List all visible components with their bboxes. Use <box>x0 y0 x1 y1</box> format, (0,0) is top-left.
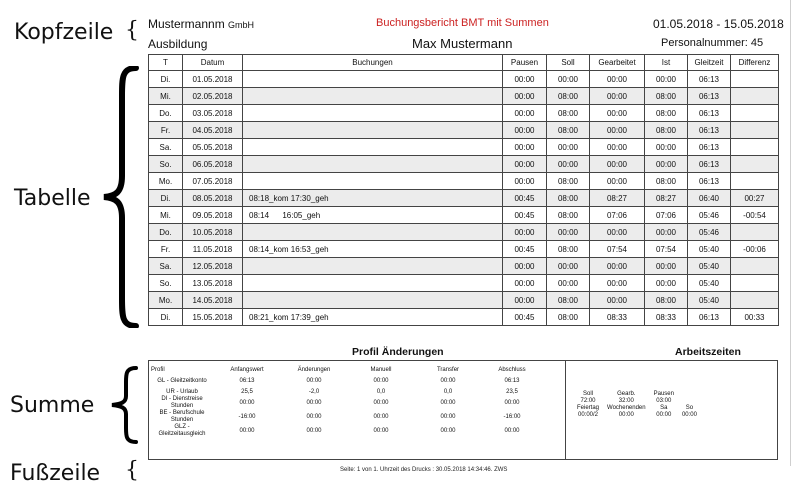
cell-datum: 03.05.2018 <box>183 105 243 122</box>
cell-differenz <box>731 122 779 139</box>
cell-datum: 14.05.2018 <box>183 292 243 309</box>
cell-pausen: 00:00 <box>503 139 547 156</box>
cell-gearbeitet: 00:00 <box>590 105 645 122</box>
table-row <box>149 71 779 88</box>
az-value: 00:00 <box>618 412 634 418</box>
cell-differenz: -00:54 <box>731 207 779 224</box>
footer-text: Seite: 1 von 1. Uhrzeit des Drucks : 30.05.2018 14:34:46. ZWS <box>340 467 508 473</box>
cell-gleitzeit: 05:46 <box>688 207 731 224</box>
table-row <box>149 309 779 326</box>
cell-buchungen <box>243 71 503 88</box>
profil-value: 0,0 <box>376 388 386 395</box>
cell-gearbeitet: 00:00 <box>590 88 645 105</box>
cell-soll: 00:00 <box>547 258 590 275</box>
cell-t: So. <box>149 156 183 173</box>
az-label: Pausen <box>653 391 674 397</box>
profil-value: 06:13 <box>239 377 255 384</box>
cell-ist: 00:00 <box>645 71 688 88</box>
cell-datum: 04.05.2018 <box>183 122 243 139</box>
col-header-soll: Soll <box>547 55 590 71</box>
profil-col-aenderungen: Änderungen <box>297 367 331 373</box>
cell-gleitzeit: 05:40 <box>688 258 731 275</box>
cell-gearbeitet: 00:00 <box>590 173 645 190</box>
cell-t: Mi. <box>149 207 183 224</box>
cell-soll: 00:00 <box>547 71 590 88</box>
company-name-text: Mustermannm <box>148 17 225 31</box>
profil-value: 00:00 <box>373 427 389 434</box>
cell-ist: 00:00 <box>645 224 688 241</box>
profil-value: 00:00 <box>373 413 389 420</box>
cell-ist: 07:54 <box>645 241 688 258</box>
col-header-gleitzeit: Gleitzeit <box>688 55 731 71</box>
profil-value: 00:00 <box>504 427 520 434</box>
cell-soll: 08:00 <box>547 122 590 139</box>
cell-buchungen: 08:14 16:05_geh <box>243 207 503 224</box>
cell-gearbeitet: 08:33 <box>590 309 645 326</box>
cell-differenz <box>731 139 779 156</box>
annotation-tabelle: Tabelle <box>14 186 91 211</box>
profil-name: UR - Urlaub <box>166 388 198 395</box>
table-row <box>149 173 779 190</box>
profil-name: DI - Dienstreise Stunden <box>161 396 203 409</box>
profil-row <box>151 424 543 438</box>
profil-value: 00:00 <box>306 399 322 406</box>
cell-datum: 09.05.2018 <box>183 207 243 224</box>
summary-divider <box>565 361 566 459</box>
cell-gleitzeit: 05:40 <box>688 275 731 292</box>
cell-pausen: 00:00 <box>503 105 547 122</box>
table-row <box>149 275 779 292</box>
az-value: 32:00 <box>618 398 634 404</box>
cell-differenz <box>731 88 779 105</box>
profil-title: Profil Änderungen <box>352 346 444 358</box>
cell-pausen: 00:00 <box>503 275 547 292</box>
az-row1-values <box>573 398 701 405</box>
cell-differenz: 00:27 <box>731 190 779 207</box>
cell-gearbeitet: 08:27 <box>590 190 645 207</box>
cell-ist: 08:00 <box>645 105 688 122</box>
cell-pausen: 00:00 <box>503 88 547 105</box>
table-row <box>149 224 779 241</box>
cell-ist: 08:33 <box>645 309 688 326</box>
employee-name: Max Mustermann <box>412 36 513 51</box>
cell-buchungen <box>243 275 503 292</box>
cell-datum: 08.05.2018 <box>183 190 243 207</box>
profil-value: 00:00 <box>306 413 322 420</box>
cell-buchungen: 08:21_kom 17:39_geh <box>243 309 503 326</box>
cell-soll: 08:00 <box>547 207 590 224</box>
az-value: 72:00 <box>580 398 596 404</box>
cell-pausen: 00:00 <box>503 173 547 190</box>
cell-soll: 00:00 <box>547 275 590 292</box>
profil-value: 25,5 <box>241 388 253 395</box>
cell-datum: 05.05.2018 <box>183 139 243 156</box>
cell-buchungen <box>243 105 503 122</box>
cell-differenz <box>731 292 779 309</box>
table-row <box>149 88 779 105</box>
cell-t: Di. <box>149 71 183 88</box>
cell-gearbeitet: 07:54 <box>590 241 645 258</box>
cell-ist: 00:00 <box>645 156 688 173</box>
brace-summe <box>102 366 142 444</box>
cell-datum: 01.05.2018 <box>183 71 243 88</box>
table-row <box>149 139 779 156</box>
cell-datum: 13.05.2018 <box>183 275 243 292</box>
cell-differenz <box>731 173 779 190</box>
cell-gleitzeit: 06:13 <box>688 105 731 122</box>
cell-gleitzeit: 06:13 <box>688 156 731 173</box>
az-row2-values <box>573 412 701 419</box>
col-header-buchungen: Buchungen <box>243 55 503 71</box>
department: Ausbildung <box>148 37 208 51</box>
cell-ist: 08:00 <box>645 88 688 105</box>
cell-differenz <box>731 275 779 292</box>
summary-box <box>148 360 778 460</box>
cell-gearbeitet: 00:00 <box>590 122 645 139</box>
cell-soll: 00:00 <box>547 139 590 156</box>
cell-pausen: 00:00 <box>503 71 547 88</box>
cell-t: Mo. <box>149 173 183 190</box>
az-value: 00:00/2 <box>577 412 599 418</box>
cell-ist: 00:00 <box>645 258 688 275</box>
profil-row <box>151 374 543 388</box>
brace-fusszeile: { <box>125 458 139 483</box>
cell-pausen: 00:45 <box>503 207 547 224</box>
cell-ist: 00:00 <box>645 275 688 292</box>
annotation-fusszeile: Fußzeile <box>10 461 101 486</box>
cell-gearbeitet: 00:00 <box>590 139 645 156</box>
cell-gearbeitet: 07:06 <box>590 207 645 224</box>
profil-name: GLZ - Gleitzeitausgleich <box>158 424 206 437</box>
cell-datum: 10.05.2018 <box>183 224 243 241</box>
col-header-t: T <box>149 55 183 71</box>
table-row <box>149 207 779 224</box>
cell-differenz <box>731 258 779 275</box>
page-edge <box>790 0 791 466</box>
cell-t: Fr. <box>149 122 183 139</box>
company-name <box>148 17 254 31</box>
profil-value: 00:00 <box>504 399 520 406</box>
cell-datum: 02.05.2018 <box>183 88 243 105</box>
cell-datum: 06.05.2018 <box>183 156 243 173</box>
cell-pausen: 00:45 <box>503 190 547 207</box>
cell-gleitzeit: 06:13 <box>688 173 731 190</box>
cell-datum: 15.05.2018 <box>183 309 243 326</box>
profil-value: -2,0 <box>308 388 320 395</box>
profil-value: 0,0 <box>443 388 453 395</box>
cell-buchungen: 08:18_kom 17:30_geh <box>243 190 503 207</box>
cell-ist: 08:00 <box>645 122 688 139</box>
profil-value: 00:00 <box>440 413 456 420</box>
cell-t: Di. <box>149 309 183 326</box>
cell-buchungen: 08:14_kom 16:53_geh <box>243 241 503 258</box>
table-header-row <box>149 55 779 71</box>
cell-soll: 08:00 <box>547 173 590 190</box>
profil-value: 00:00 <box>440 427 456 434</box>
table-row <box>149 122 779 139</box>
annotation-kopfzeile: Kopfzeile <box>14 20 114 45</box>
cell-buchungen <box>243 139 503 156</box>
col-header-pausen: Pausen <box>503 55 547 71</box>
az-value: 00:00 <box>681 412 697 418</box>
cell-soll: 08:00 <box>547 190 590 207</box>
az-label: Feiertag <box>577 405 600 411</box>
cell-differenz <box>731 71 779 88</box>
profil-value: 00:00 <box>306 427 322 434</box>
cell-gleitzeit: 06:13 <box>688 139 731 156</box>
cell-buchungen <box>243 122 503 139</box>
az-label: Sa <box>660 405 668 411</box>
az-label: Wochenenden <box>607 405 646 411</box>
profil-row <box>151 396 543 410</box>
cell-t: So. <box>149 275 183 292</box>
col-header-differenz: Differenz <box>731 55 779 71</box>
profil-row <box>151 410 543 424</box>
profil-value: 00:00 <box>239 399 255 406</box>
cell-gearbeitet: 00:00 <box>590 292 645 309</box>
profil-col-profil: Profil <box>151 367 165 373</box>
cell-gleitzeit: 06:13 <box>688 309 731 326</box>
profil-value: -16:00 <box>503 413 521 420</box>
cell-differenz <box>731 105 779 122</box>
table-row <box>149 190 779 207</box>
table-row <box>149 156 779 173</box>
booking-table <box>148 54 779 326</box>
cell-gearbeitet: 00:00 <box>590 275 645 292</box>
cell-buchungen <box>243 173 503 190</box>
brace-kopfzeile: { <box>125 18 139 43</box>
report-page <box>140 0 784 503</box>
table-row <box>149 292 779 309</box>
az-row1-labels <box>573 391 701 398</box>
cell-t: Mi. <box>149 88 183 105</box>
profil-value: 23,5 <box>506 388 518 395</box>
cell-t: Sa. <box>149 139 183 156</box>
profil-value: 00:00 <box>440 377 456 384</box>
profil-value: 00:00 <box>440 399 456 406</box>
cell-ist: 08:00 <box>645 173 688 190</box>
cell-ist: 08:00 <box>645 292 688 309</box>
cell-pausen: 00:00 <box>503 292 547 309</box>
cell-soll: 08:00 <box>547 88 590 105</box>
cell-pausen: 00:45 <box>503 241 547 258</box>
cell-differenz <box>731 156 779 173</box>
cell-soll: 08:00 <box>547 241 590 258</box>
cell-t: Do. <box>149 224 183 241</box>
annotation-summe: Summe <box>10 393 95 418</box>
cell-soll: 08:00 <box>547 309 590 326</box>
table-row <box>149 241 779 258</box>
cell-t: Mo. <box>149 292 183 309</box>
profil-col-transfer: Transfer <box>436 367 460 373</box>
profil-value: 00:00 <box>306 377 322 384</box>
az-row2-labels <box>573 405 701 412</box>
cell-pausen: 00:00 <box>503 224 547 241</box>
cell-buchungen <box>243 88 503 105</box>
profil-col-anfangswert: Anfangswert <box>230 367 264 373</box>
profil-value: 00:00 <box>239 427 255 434</box>
cell-pausen: 00:45 <box>503 309 547 326</box>
cell-gleitzeit: 05:40 <box>688 292 731 309</box>
profil-col-abschluss: Abschluss <box>498 367 526 373</box>
table-row <box>149 105 779 122</box>
profil-col-manuell: Manuell <box>370 367 392 373</box>
date-range: 01.05.2018 - 15.05.2018 <box>653 17 784 31</box>
cell-gearbeitet: 00:00 <box>590 224 645 241</box>
az-value: 00:00 <box>656 412 672 418</box>
cell-pausen: 00:00 <box>503 122 547 139</box>
cell-gleitzeit: 06:13 <box>688 88 731 105</box>
profil-value: -16:00 <box>238 413 256 420</box>
report-title: Buchungsbericht BMT mit Summen <box>376 17 549 29</box>
profil-value: 00:00 <box>373 377 389 384</box>
cell-buchungen <box>243 224 503 241</box>
az-label: Gearb. <box>617 391 636 397</box>
profil-header-row <box>151 367 543 374</box>
arbeitszeiten-table <box>573 391 701 419</box>
col-header-ist: Ist <box>645 55 688 71</box>
profil-value: 00:00 <box>373 399 389 406</box>
cell-datum: 11.05.2018 <box>183 241 243 258</box>
cell-t: Do. <box>149 105 183 122</box>
profil-name: GL - Gleitzeitkonto <box>157 377 207 384</box>
az-label: Soll <box>583 391 594 397</box>
cell-gleitzeit: 06:13 <box>688 71 731 88</box>
cell-differenz: -00:06 <box>731 241 779 258</box>
brace-tabelle <box>100 66 140 328</box>
cell-t: Sa. <box>149 258 183 275</box>
az-label: So <box>685 405 694 411</box>
cell-ist: 00:00 <box>645 139 688 156</box>
col-header-gearbeitet: Gearbeitet <box>590 55 645 71</box>
cell-gearbeitet: 00:00 <box>590 258 645 275</box>
cell-gleitzeit: 05:46 <box>688 224 731 241</box>
cell-pausen: 00:00 <box>503 258 547 275</box>
cell-ist: 07:06 <box>645 207 688 224</box>
cell-ist: 08:27 <box>645 190 688 207</box>
cell-gleitzeit: 06:40 <box>688 190 731 207</box>
profil-row <box>151 388 543 396</box>
cell-buchungen <box>243 258 503 275</box>
cell-gearbeitet: 00:00 <box>590 156 645 173</box>
cell-buchungen <box>243 292 503 309</box>
cell-soll: 08:00 <box>547 105 590 122</box>
col-header-datum: Datum <box>183 55 243 71</box>
cell-t: Fr. <box>149 241 183 258</box>
cell-gearbeitet: 00:00 <box>590 71 645 88</box>
az-value: 03:00 <box>656 398 672 404</box>
arbeitszeiten-title: Arbeitszeiten <box>675 346 741 358</box>
company-suffix: GmbH <box>228 20 255 30</box>
cell-differenz <box>731 224 779 241</box>
cell-datum: 07.05.2018 <box>183 173 243 190</box>
profil-value: 06:13 <box>504 377 520 384</box>
cell-soll: 00:00 <box>547 224 590 241</box>
cell-t: Di. <box>149 190 183 207</box>
cell-differenz: 00:33 <box>731 309 779 326</box>
cell-soll: 00:00 <box>547 156 590 173</box>
profil-name: BE - Berufschule Stunden <box>159 410 205 423</box>
cell-pausen: 00:00 <box>503 156 547 173</box>
table-row <box>149 258 779 275</box>
cell-datum: 12.05.2018 <box>183 258 243 275</box>
cell-gleitzeit: 05:40 <box>688 241 731 258</box>
cell-soll: 08:00 <box>547 292 590 309</box>
cell-buchungen <box>243 156 503 173</box>
profil-table <box>151 367 543 438</box>
personnel-number: Personalnummer: 45 <box>661 37 764 49</box>
cell-gleitzeit: 06:13 <box>688 122 731 139</box>
